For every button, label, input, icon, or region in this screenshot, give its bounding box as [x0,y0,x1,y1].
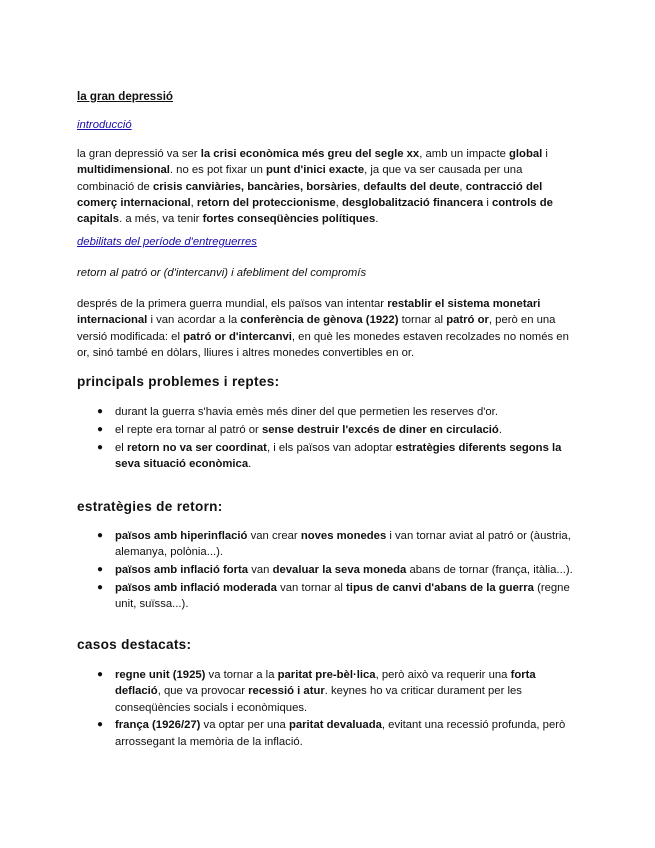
text-run: , i els països van adoptar [266,441,396,454]
bold-text: patró or d'intercanvi [183,330,292,343]
bullet-icon: ● [97,719,104,731]
bold-text: retorn no va ser coordinat [126,441,267,454]
text-run: van [248,564,273,577]
text-run: , [190,196,197,209]
bullet-icon: ● [97,423,104,435]
bold-text: noves monedes [300,530,387,542]
list-item [77,667,577,716]
text-run: , que va provocar [157,685,249,698]
text-run: van crear [247,530,301,542]
text-run: , evitant una recessió profunda, però arrossegant la memòria de la inflació. [115,719,566,748]
bold-text: regne unit (1925) [115,669,206,681]
bold-text: restablir el sistema monetari internacional [77,298,541,327]
text-run: . a més, va tenir [119,213,203,226]
bold-text: punt d'inici exacte [266,164,365,177]
heading-problems: principals problemes i reptes: [77,374,280,389]
bold-text: conferència de gènova (1922) [240,314,399,327]
text-run: la gran depressió va ser [77,148,201,160]
cases-list [77,667,577,751]
bullet-icon: ● [97,441,104,453]
text-run: abans de tornar (frança, itàlia...). [406,564,573,577]
bold-text: sense destruir l'excés de diner en circulació [261,423,499,436]
bold-text: crisis canviàries, bancàries, borsàries [152,180,358,193]
bold-text: fortes conseqüències polítiques [202,213,376,226]
text-run: , ja que va ser causada per una combinació de [77,164,523,193]
text-run: . [498,423,502,436]
bold-text: forta deflació [115,669,536,698]
bold-text: paritat pre-bèl·lica [277,669,376,681]
text-run: el repte era tornar al patró or [115,423,262,436]
problems-list [77,404,577,474]
text-run: (regne unit, suïssa...). [115,581,570,611]
text-run: després de la primera guerra mundial, els països van intentar [77,298,388,310]
subheading-gold-standard: retorn al patró or (d'intercanvi) i afebliment del compromís [77,267,367,279]
bold-text: estratègies diferents segons la seva situació econòmica [115,441,562,470]
list-item [77,422,577,438]
section-link-interwar[interactable]: debilitats del període d'entreguerres [77,236,257,248]
bold-text: contracció del comerç internacional [77,180,543,209]
bullet-icon: ● [97,564,104,576]
text-run: durant la guerra s'havia emès més diner del que permetien les reserves d'or. [115,406,498,418]
bold-text: desglobalització financera [341,196,484,209]
bullet-icon: ● [97,406,104,417]
list-item [77,562,577,578]
bold-text: multidimensional [77,164,170,177]
intro-paragraph [77,146,577,227]
heading-cases: casos destacats: [77,637,192,652]
bold-text: retorn del proteccionisme [196,196,336,209]
bullet-icon: ● [97,530,104,541]
list-item [77,528,577,561]
text-run: , [335,196,342,209]
list-item [77,717,577,750]
bold-text: frança (1926/27) [115,719,201,732]
bold-text: defaults del deute [363,180,460,193]
document-title: la gran depressió [77,90,174,103]
list-item [77,404,577,420]
bold-text: controls de capitals [77,196,553,226]
bold-text: tipus de canvi d'abans de la guerra [346,581,534,594]
bold-text: global [509,148,543,160]
bold-text: països amb inflació moderada [115,581,277,594]
text-run: i van tornar aviat al patró or (àustria, alemanya, polònia...). [115,530,571,559]
text-run: , en què les monedes estaven recolzades no només en or, sinó també en dòlars, lliures i altres monedes convertibles en or. [77,330,569,359]
text-run: i [542,148,548,160]
text-run: . keynes ho va criticar durament per les conseqüències socials i econòmiques. [115,685,522,714]
strategies-list [77,528,577,614]
text-run: . [375,213,379,226]
bold-text: paritat devaluada [288,719,382,732]
list-item [77,580,577,613]
text-run: va optar per una [200,719,289,732]
text-run: . no es pot fixar un [169,164,266,177]
text-run: , però en una versió modificada: el [77,314,556,343]
bold-text: la crisi econòmica més greu del segle xx [200,148,420,160]
bold-text: devaluar la seva moneda [272,564,407,577]
text-run: , [357,180,364,193]
text-run: van tornar al [276,581,347,594]
list-item [77,440,577,473]
after-war-paragraph [77,296,577,361]
text-run: . [248,457,252,470]
bold-text: països amb hiperinflació [115,530,248,542]
bullet-icon: ● [97,669,104,680]
text-run: va tornar a la [205,669,278,681]
text-run: , amb un impacte [419,148,510,160]
text-run: i [483,196,492,209]
text-run: tornar al [398,314,447,327]
bold-text: recessió i atur [248,685,325,698]
bold-text: països amb inflació forta [115,564,249,577]
text-run: , [459,180,466,193]
bullet-icon: ● [97,581,104,593]
text-run: , però això va requerir una [375,669,511,681]
text-run: i van acordar a la [147,314,241,327]
heading-strategies: estratègies de retorn: [77,499,223,514]
intro-link[interactable]: introducció [77,119,132,131]
bold-text: patró or [446,314,489,327]
text-run: el [115,441,127,454]
